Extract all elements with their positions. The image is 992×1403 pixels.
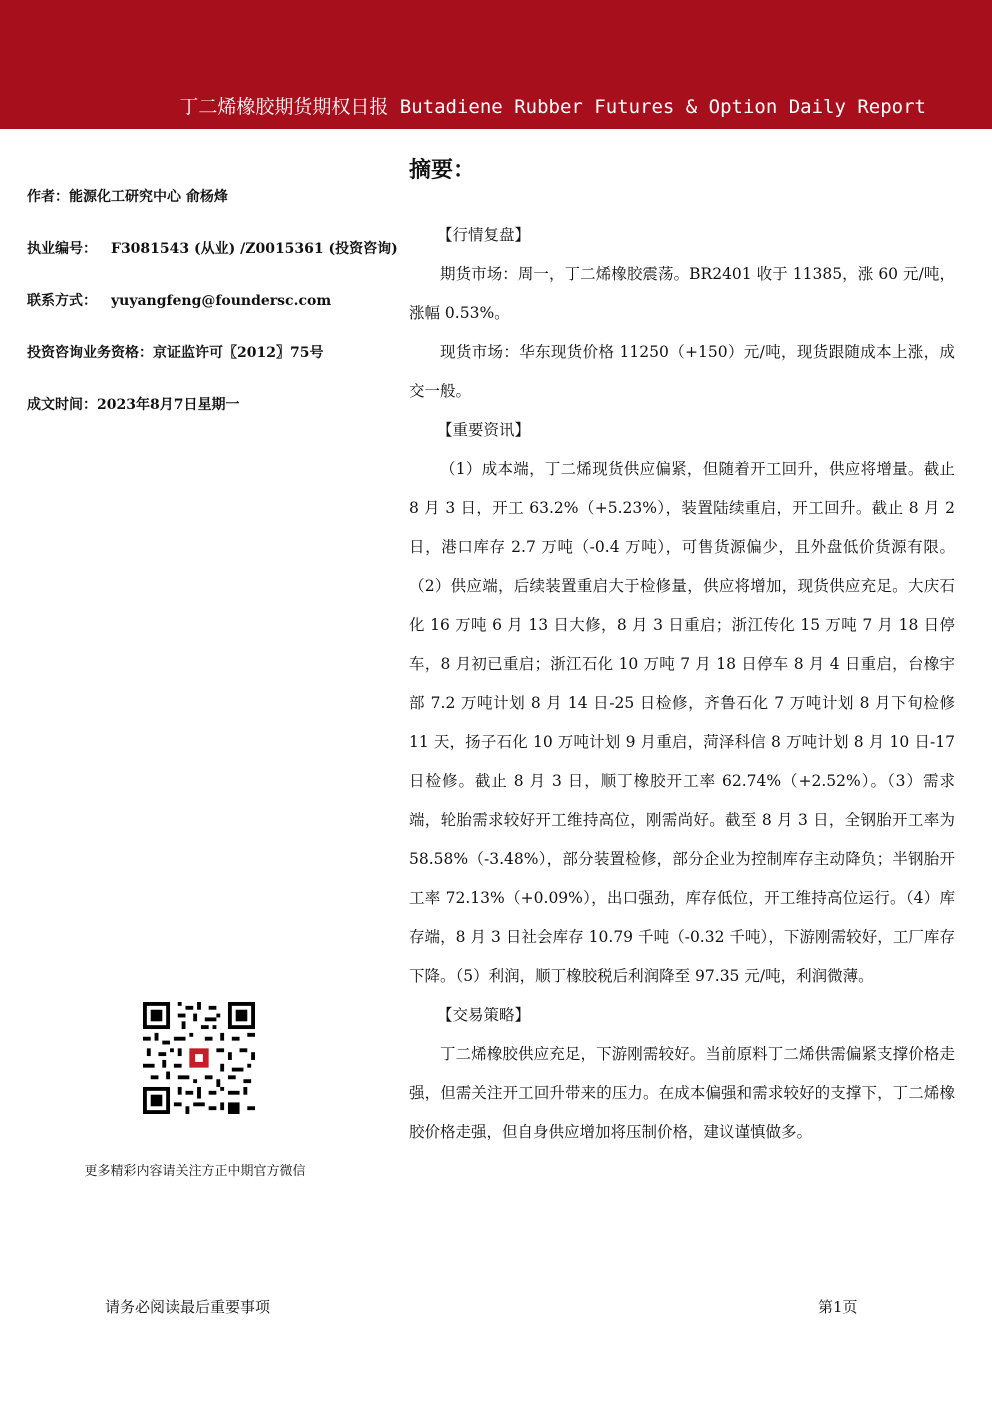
strategy-paragraph: 丁二烯橡胶供应充足，下游刚需较好。当前原料丁二烯供需偏紧支撑价格走强，但需关注开工回升带来的压力。在成本偏强和需求较好的支撑下，丁二烯橡胶价格走强，但自身供应增加将压制价格，建议谨慎做多。 bbox=[409, 1045, 955, 1141]
date-label: 成文时间： bbox=[27, 397, 97, 413]
report-title: 丁二烯橡胶期货期权日报 Butadiene Rubber Futures & Option Daily Report bbox=[179, 96, 926, 118]
license-row bbox=[27, 238, 398, 290]
strategy-heading: 【交易策略】 bbox=[437, 1006, 531, 1024]
footer-notice: 请务必阅读最后重要事项 bbox=[105, 1298, 271, 1316]
summary-title: 摘要： bbox=[409, 157, 476, 183]
contact-label: 联系方式： bbox=[27, 293, 97, 309]
contact-row bbox=[27, 290, 377, 342]
date-value: 2023年8月7日星期一 bbox=[97, 397, 240, 413]
news-paragraph: （1）成本端，丁二烯现货供应偏紧，但随着开工回升，供应将增量。截止 8 月 3 日，开工 63.2%（+5.23%），装置陆续重启，开工回升。截止 8 月 2 日，港口库存 2.7 万吨（-0.4 万吨），可售货源偏少，且外盘低价货源有限。（2）供应端，后续装置重启大于检修量，供应将增加，现货供应充足。大庆石化 16 万吨 6 月 13 日大修，8 月 3 日重启；浙江传化 15 万吨 7 月 18 日停车，8 月初已重启；浙江石化 10 万吨 7 月 18 日停车 8 月 4 日重启，台橡宇部 7.2 万吨计划 8 月 14 日-25 日检修，齐鲁石化 7 万吨计划 8 月下旬检修 11 天，扬子石化 10 万吨计划 9 月重启，菏泽科信 8 万吨计划 8 月 10 日-17 日检修。截止 8 月 3 日，顺丁橡胶开工率 62.74%（+2.52%）。（3）需求端，轮胎需求较好开工维持高位，刚需尚好。截至 8 月 3 日，全钢胎开工率为 58.58%（-3.48%），部分装置检修，部分企业为控制库存主动降负；半钢胎开工率 72.13%（+0.09%），出口强劲，库存低位，开工维持高位运行。（4）库存端，8 月 3 日社会库存 10.79 千吨（-0.32 千吨），下游刚需较好，工厂库存下降。（5）利润，顺丁橡胶税后利润降至 97.35 元/吨，利润微薄。 bbox=[409, 460, 955, 985]
qr-caption: 更多精彩内容请关注方正中期官方微信 bbox=[84, 1164, 306, 1179]
date-row bbox=[27, 394, 377, 446]
page-number: 第1页 bbox=[818, 1298, 858, 1316]
author-info bbox=[27, 186, 398, 446]
license-label: 执业编号： bbox=[27, 241, 97, 257]
market-review-heading: 【行情复盘】 bbox=[437, 226, 531, 244]
author-row bbox=[27, 186, 377, 238]
header-banner bbox=[0, 0, 992, 129]
summary-section bbox=[409, 150, 955, 1152]
contact-email[interactable]: yuyangfeng@foundersc.com bbox=[111, 293, 332, 309]
qualification-row bbox=[27, 342, 377, 394]
author-label: 作者： bbox=[27, 189, 69, 205]
qualification-value: 京证监许可〖2012〗75号 bbox=[153, 345, 324, 361]
news-heading: 【重要资讯】 bbox=[437, 421, 531, 439]
license-value: F3081543 (从业) /Z0015361 (投资咨询) bbox=[111, 241, 398, 257]
futures-market-paragraph: 期货市场：周一，丁二烯橡胶震荡。BR2401 收于 11385，涨 60 元/吨，涨幅 0.53%。 bbox=[409, 265, 955, 322]
spot-market-paragraph: 现货市场：华东现货价格 11250（+150）元/吨，现货跟随成本上涨，成交一般。 bbox=[409, 343, 955, 400]
author-value: 能源化工研究中心 俞杨烽 bbox=[69, 189, 228, 205]
qualification-label: 投资咨询业务资格： bbox=[27, 345, 153, 361]
qr-code-icon bbox=[143, 1002, 255, 1114]
